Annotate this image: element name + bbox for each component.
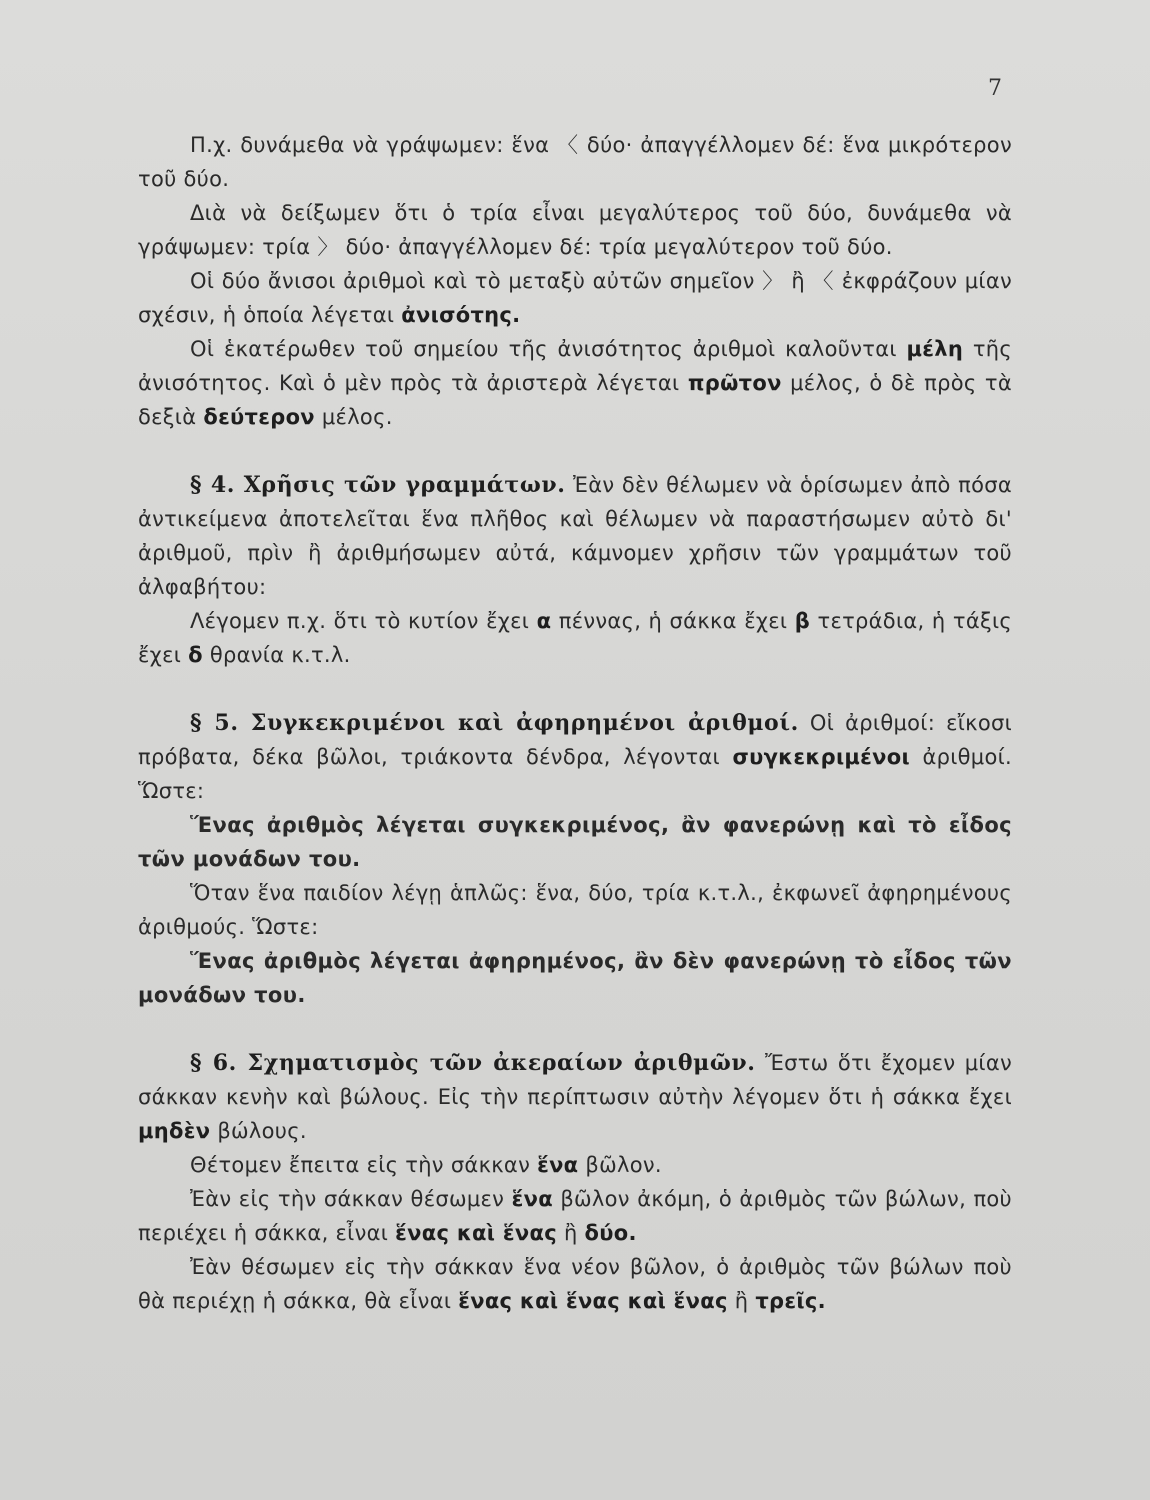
term-inequality: ἀνισότης. — [401, 303, 521, 327]
paragraph-two-balls: Ἐὰν εἰς τὴν σάκκαν θέσωμεν ἕνα βῶλον ἀκόμη, ὁ ἀριθμὸς τῶν βώλων, ποὺ περιέχει ἡ σάκκα, εἶναι ἕνας καὶ ἕνας ἢ δύο. — [138, 1187, 1012, 1245]
section-6: § 6. Σχηματισμὸς τῶν ἀκεραίων ἀριθμῶν. Ἔστω ὅτι ἔχομεν μίαν σάκκαν κενὴν καὶ βώλους. Εἰς τὴν περίπτωσιν αὐτὴν λέγομεν ὅτι ἡ σάκκα ἔχει μηδὲν βώλους. — [138, 1050, 1013, 1143]
page-number: 7 — [988, 76, 1002, 101]
page-text — [138, 128, 1012, 1318]
section-4-heading: § 4. Χρῆσις τῶν γραμμάτων. — [190, 472, 566, 498]
term-first: πρῶτον — [687, 371, 782, 395]
paragraph-three-balls: Ἐὰν θέσωμεν εἰς τὴν σάκκαν ἕνα νέον βῶλον, ὁ ἀριθμὸς τῶν βώλων ποὺ θὰ περιέχῃ ἡ σάκκα, θὰ εἶναι ἕνας καὶ ἕνας καὶ ἕνας ἢ τρεῖς. — [138, 1255, 1012, 1313]
paragraph-members: Οἱ ἑκατέρωθεν τοῦ σημείου τῆς ἀνισότητος ἀριθμοὶ καλοῦνται μέλη τῆς ἀνισότητος. Καὶ ὁ μὲν πρὸς τὰ ἀριστερὰ λέγεται πρῶτον μέλος, ὁ δὲ πρὸς τὰ δεξιὰ δεύτερον μέλος. — [138, 337, 1013, 429]
term-second: δεύτερον — [203, 405, 315, 429]
paragraph-inequality: Οἱ δύο ἄνισοι ἀριθμοὶ καὶ τὸ μεταξὺ αὐτῶν σημεῖον 〉 ἢ 〈 ἐκφράζουν μίαν σχέσιν, ἡ ὁποία λέγεται ἀνισότης. — [138, 269, 1012, 327]
section-5-heading: § 5. Συγκεκριμένοι καὶ ἀφηρημένοι ἀριθμοί. — [190, 710, 799, 736]
paragraph-example-greater: Διὰ νὰ δείξωμεν ὅτι ὁ τρία εἶναι μεγαλύτερος τοῦ δύο, δυνάμεθα νὰ γράψωμεν: τρία 〉 δύο· ἀπαγγέλλομεν δέ: τρία μεγαλύτερον τοῦ δύο. — [138, 201, 1012, 259]
paragraph-one-ball: Θέτομεν ἔπειτα εἰς τὴν σάκκαν ἕνα βῶλον. — [190, 1153, 662, 1177]
rule-abstract: Ἕνας ἀριθμὸς λέγεται ἀφηρημένος, ἂν δὲν φανερώνῃ τὸ εἶδος τῶν μονάδων του. — [138, 949, 1012, 1007]
paragraph-example-less: Π.χ. δυνάμεθα νὰ γράψωμεν: ἕνα 〈 δύο· ἀπαγγέλλομεν δέ: ἕνα μικρότερον τοῦ δύο. — [138, 133, 1012, 191]
paragraph-abstract: Ὅταν ἕνα παιδίον λέγῃ ἁπλῶς: ἕνα, δύο, τρία κ.τ.λ., ἐκφωνεῖ ἀφηρημένους ἀριθμούς. Ὥστε: — [138, 881, 1012, 939]
paragraph-letters-example: Λέγομεν π.χ. ὅτι τὸ κυτίον ἔχει α πέννας, ἡ σάκκα ἔχει β τετράδια, ἡ τάξις ἔχει δ θρανία κ.τ.λ. — [138, 609, 1013, 667]
section-4: § 4. Χρῆσις τῶν γραμμάτων. Ἐὰν δὲν θέλωμεν νὰ ὁρίσωμεν ἀπὸ πόσα ἀντικείμενα ἀποτελεῖται ἕνα πλῆθος καὶ θέλωμεν νὰ παραστήσωμεν αὐτὸ δι' ἀριθμοῦ, πρὶν ἢ ἀριθμήσωμεν αὐτά, κάμνομεν χρῆσιν τῶν γραμμάτων τοῦ ἀλφαβήτου: — [138, 472, 1012, 599]
rule-concrete: Ἕνας ἀριθμὸς λέγεται συγκεκριμένος, ἂν φανερώνῃ καὶ τὸ εἶδος τῶν μονάδων του. — [138, 813, 1012, 871]
section-6-heading: § 6. Σχηματισμὸς τῶν ἀκεραίων ἀριθμῶν. — [190, 1050, 756, 1076]
term-members: μέλη — [906, 337, 964, 361]
section-5: § 5. Συγκεκριμένοι καὶ ἀφηρημένοι ἀριθμοί. Οἱ ἀριθμοί: εἴκοσι πρόβατα, δέκα βῶλοι, τριάκοντα δένδρα, λέγονται συγκεκριμένοι ἀριθμοί. Ὥστε: — [138, 710, 1013, 803]
